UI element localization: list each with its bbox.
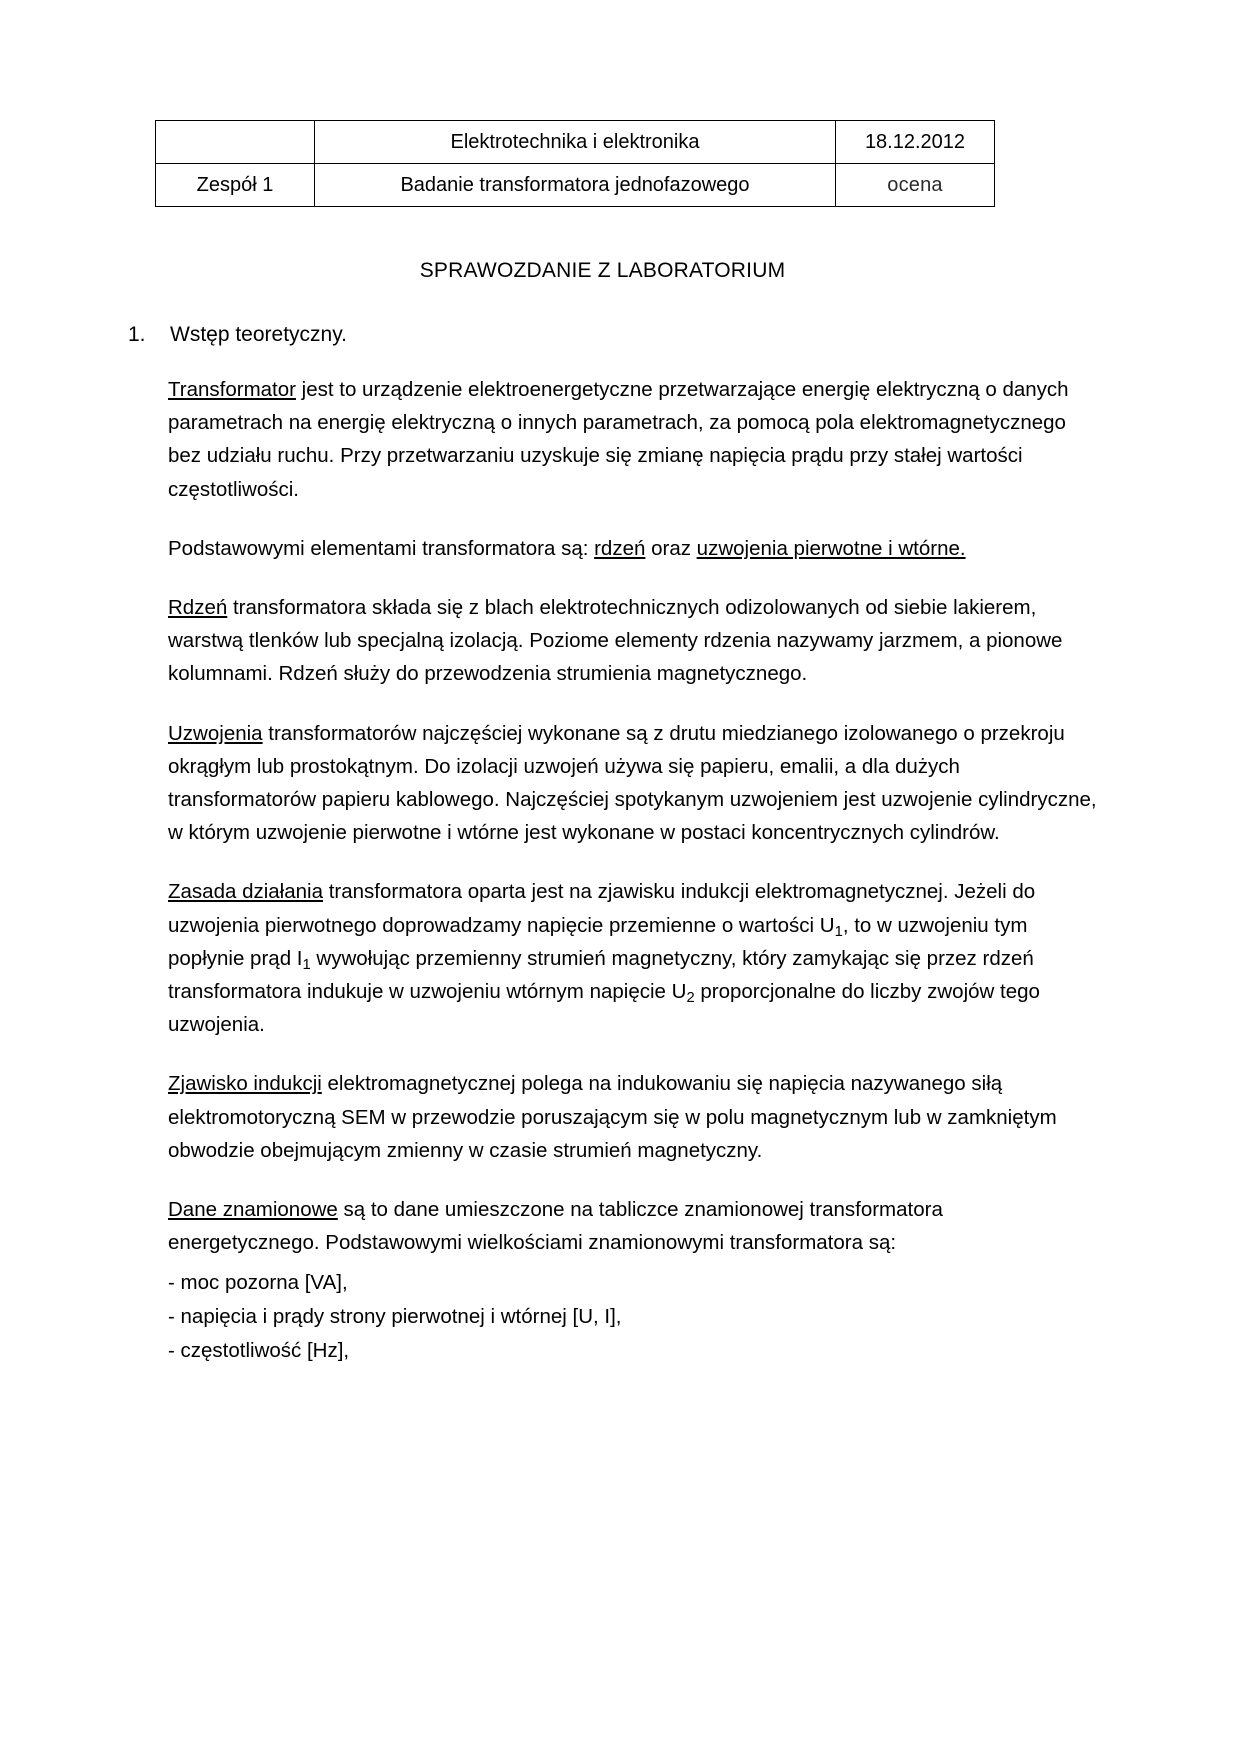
table-row <box>156 121 995 164</box>
header-team-cell: Zespół 1 <box>156 164 315 207</box>
section-number: 1. <box>128 323 146 346</box>
header-grade-cell: ocena <box>836 164 995 207</box>
term-zjawisko-indukcji: Zjawisko indukcji <box>168 1072 322 1096</box>
list-item: - częstotliwość [Hz], <box>168 1339 350 1362</box>
paragraph-transformator <box>168 373 1098 506</box>
paragraph-zasada-text-a: transformatora oparta jest na zjawisku indukcji elektromagnetycznej. Jeżeli do uzwojenia pierwotnego doprowadzamy napięcie przemienne o wartości U <box>168 880 1036 937</box>
paragraph-rdzen-text: transformatora składa się z blach elektrotechnicznych odizolowanych od siebie lakierem, warstwą tlenków lub specjalną izolacją. Poziome elementy rdzenia nazywamy jarzmem, a pionowe kolumnami. Rdzeń służy do przewodzenia strumienia magnetycznego. <box>168 596 1063 686</box>
term-uzwojenia: Uzwojenia <box>168 721 263 745</box>
paragraph-zasada-text-b: , to w uzwojeniu tym popłynie prąd I <box>168 913 1028 970</box>
paragraph-elementy-text-a: Podstawowymi elementami transformatora są: <box>168 536 595 560</box>
header-course-title-cell: Elektrotechnika i elektronika <box>315 121 836 164</box>
paragraph-rdzen <box>168 591 1098 691</box>
table-row <box>156 164 995 207</box>
paragraph-zasada-text-d: proporcjonalne do liczby zwojów tego uzwojenia. <box>168 980 1040 1037</box>
subscript-i1: 1 <box>302 956 311 973</box>
paragraph-elementy-text-b: oraz <box>645 536 697 560</box>
term-dane-znamionowe: Dane znamionowe <box>168 1198 338 1222</box>
header-team-blank-cell <box>156 121 315 164</box>
section-title: Wstęp teoretyczny. <box>170 323 348 346</box>
list-item: - moc pozorna [VA], <box>168 1271 348 1295</box>
subscript-u1: 1 <box>834 923 843 940</box>
term-rdzen-heading: Rdzeń <box>168 596 228 620</box>
header-date-cell: 18.12.2012 <box>836 121 995 164</box>
paragraph-zasada-dzialania <box>168 875 1098 1041</box>
paragraph-dane-znamionowe <box>168 1193 1098 1259</box>
report-header-table <box>155 120 995 207</box>
paragraph-zjawisko-text: elektromagnetycznej polega na indukowaniu się napięcia nazywanego siłą elektromotoryczną SEM w przewodzie poruszającym się w polu magnetycznym lub w zamkniętym obwodzie obejmującym zmienny w czasie strumień magnetyczny. <box>168 1072 1057 1162</box>
paragraph-dane-text: są to dane umieszczone na tabliczce znamionowej transformatora energetycznego. Podstawowymi wielkościami znamionowymi transformatora są: <box>168 1198 943 1255</box>
paragraph-zasada-text-c: wywołując przemienny strumień magnetyczny, który zamykając się przez rdzeń transformatora indukuje w uzwojeniu wtórnym napięcie U <box>168 946 1034 1004</box>
section-heading-1 <box>128 323 1135 347</box>
paragraph-uzwojenia <box>168 717 1098 850</box>
list-item: - napięcia i prądy strony pierwotnej i wtórnej [U, I], <box>168 1305 622 1329</box>
paragraph-uzwojenia-text: transformatorów najczęściej wykonane są z drutu miedzianego izolowanego o przekroju okrągłym lub prostokątnym. Do izolacji uzwojeń używa się papieru, emalii, a dla dużych transformatorów papieru kablowego. Najczęściej spotykanym uzwojeniem jest uzwojenie cylindryczne, w którym uzwojenie pierwotne i wtórne jest wykonane w postaci koncentrycznych cylindrów. <box>168 721 1097 845</box>
paragraph-transformator-text: jest to urządzenie elektroenergetyczne przetwarzające energię elektryczną o danych parametrach na energię elektryczną o innych parametrach, za pomocą pola elektromagnetycznego bez udziału ruchu. Przy przetwarzaniu uzyskuje się zmianę napięcia prądu przy stałej wartości częstotliwości. <box>168 378 1069 501</box>
rated-values-list <box>150 1267 1135 1366</box>
term-rdzen: rdzeń <box>594 536 646 560</box>
term-zasada-dzialania: Zasada działania <box>168 880 323 904</box>
subscript-u2: 2 <box>686 990 695 1007</box>
paragraph-zjawisko-indukcji <box>168 1067 1098 1167</box>
document-subtitle: SPRAWOZDANIE Z LABORATORIUM <box>419 259 786 282</box>
term-uzwojenia-pierwotne-wtorne: uzwojenia pierwotne i wtórne. <box>696 536 966 560</box>
term-transformator: Transformator <box>168 378 296 401</box>
header-experiment-title-cell: Badanie transformatora jednofazowego <box>315 164 836 207</box>
paragraph-elementy <box>168 532 1098 565</box>
